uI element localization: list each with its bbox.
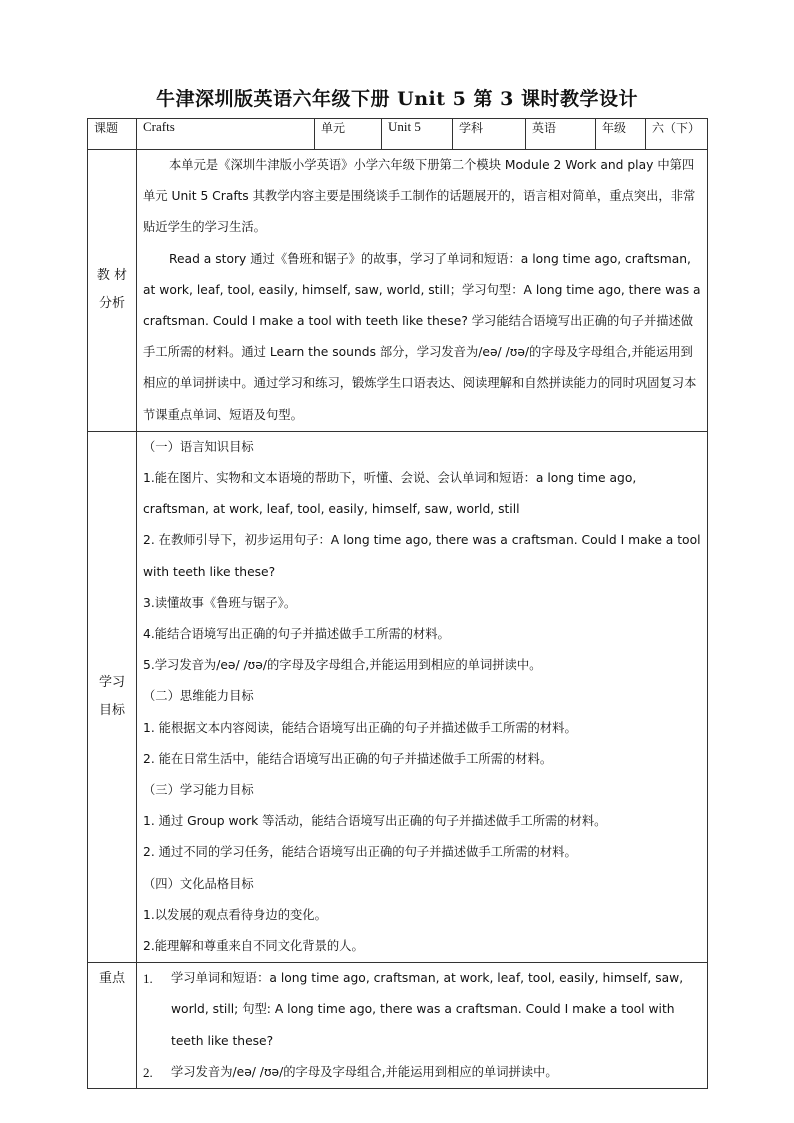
objective-line: 2. 通过不同的学习任务，能结合语境写出正确的句子并描述做手工所需的材料。: [143, 845, 577, 860]
objective-line: （四）文化品格目标: [143, 876, 254, 891]
key-points-row: [88, 963, 708, 1089]
unit-value: Unit 5: [382, 119, 453, 150]
objective-line: 1. 能根据文本内容阅读，能结合语境写出正确的句子并描述做手工所需的材料。: [143, 720, 577, 735]
analysis-row: [88, 150, 708, 432]
subject-label: 学科: [453, 119, 526, 150]
objective-line: 2. 在教师引导下，初步运用句子：A long time ago, there was a craftsman. Could I make a tool with teeth like these?: [143, 533, 701, 579]
topic-value: Crafts: [137, 119, 315, 150]
objective-line: （三）学习能力目标: [143, 783, 254, 798]
objective-line: 2.能理解和尊重来自不同文化背景的人。: [143, 939, 364, 954]
analysis-content: [137, 150, 708, 432]
objective-line: 3.读懂故事《鲁班与锯子》。: [143, 595, 297, 610]
objectives-label: 学习 目标: [88, 431, 137, 962]
objective-line: 2. 能在日常生活中，能结合语境写出正确的句子并描述做手工所需的材料。: [143, 751, 553, 766]
objective-line: （一）语言知识目标: [143, 439, 254, 454]
objective-line: 1. 通过 Group work 等活动，能结合语境写出正确的句子并描述做手工所需的材料。: [143, 814, 607, 829]
objective-line: 4.能结合语境写出正确的句子并描述做手工所需的材料。: [143, 627, 450, 642]
key-point-item: 2. 学习发音为/eə/ /ʊə/的字母及字母组合,并能运用到相应的单词拼读中。: [143, 1064, 558, 1080]
header-row: [88, 119, 708, 150]
objectives-row: [88, 431, 708, 962]
lesson-plan-table: [87, 118, 708, 1089]
grade-label: 年级: [596, 119, 646, 150]
key-point-item: 1. 学习单词和短语：a long time ago, craftsman, at work, leaf, tool, easily, himself, saw, world, still; 句型: A long time ago, there was a craftsman. Could I make a tool with teeth like these?: [143, 971, 684, 1048]
key-points-content: [137, 963, 708, 1089]
analysis-paragraph-2: Read a story 通过《鲁班和锯子》的故事，学习了单词和短语：a long time ago, craftsman, at work, leaf, tool, easily, himself, saw, world, still；学习句型：A long time ago, there was a craftsman. Could I make a tool with teeth like these? 学习能结合语境写出正确的句子并描述做手工所需的材料。通过 Learn the sounds 部分，学习发音为/eə/ /ʊə/的字母及字母组合,并能运用到相应的单词拼读中。通过学习和练习，锻炼学生口语表达、阅读理解和自然拼读能力的同时巩固复习本节课重点单词、短语及句型。: [143, 251, 701, 422]
unit-label: 单元: [315, 119, 382, 150]
document-title: 牛津深圳版英语六年级下册 Unit 5 第 3 课时教学设计: [156, 88, 638, 110]
objective-line: 5.学习发音为/eə/ /ʊə/的字母及字母组合,并能运用到相应的单词拼读中。: [143, 658, 542, 673]
objective-line: （二）思维能力目标: [143, 689, 254, 704]
analysis-paragraph-1: 本单元是《深圳牛津版小学英语》小学六年级下册第二个模块 Module 2 Work and play 中第四单元 Unit 5 Crafts 其教学内容主要是围绕谈手工制作的话题展开的，语言相对简单，重点突出，非常贴近学生的学习生活。: [143, 158, 696, 235]
key-points-label: 重点: [88, 963, 137, 1089]
objective-line: 1.能在图片、实物和文本语境的帮助下，听懂、会说、会认单词和短语：a long time ago, craftsman, at work, leaf, tool, easily, himself, saw, world, still: [143, 471, 637, 517]
objective-line: 1.以发展的观点看待身边的变化。: [143, 907, 327, 922]
grade-value: 六（下）: [646, 119, 708, 150]
objectives-content: [137, 431, 708, 962]
analysis-label: 教 材 分析: [88, 150, 137, 432]
subject-value: 英语: [526, 119, 596, 150]
topic-label: 课题: [88, 119, 137, 150]
